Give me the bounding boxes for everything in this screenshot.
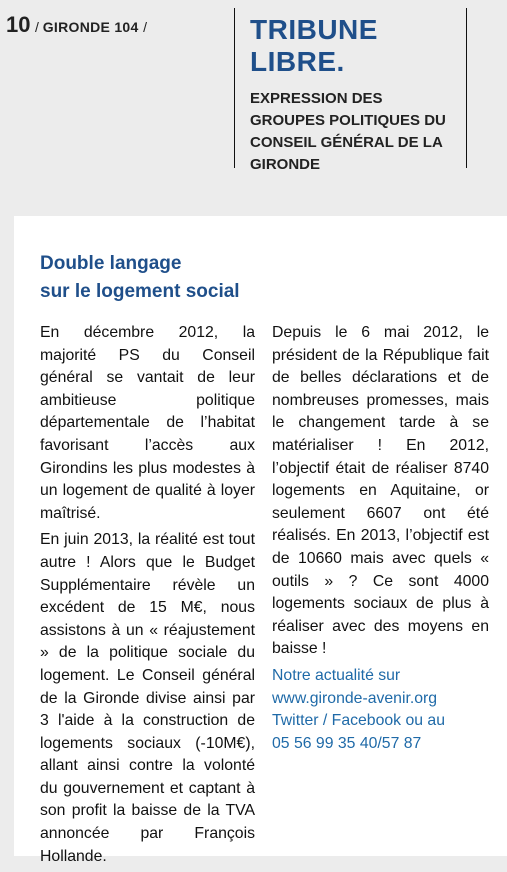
article-column-left: [40, 322, 255, 872]
phone-number: 05 56 99 35 40/57 87: [272, 734, 422, 752]
paragraph: En juin 2013, la réalité est tout autre ! Alors que le Budget Supplémentaire révèle un excédent de 15 M€, nous assistons à un « réajustement » de la politique sociale du logement. Le Conseil général de la Gironde divise ainsi par 3 l'aide à la construction de logements sociaux (-10M€), allant ainsi contre la volonté du gouvernement et captant à son profit la baisse de la TVA annoncée par François Hollande.: [40, 531, 255, 865]
divider-right: [466, 8, 467, 168]
contact-block: [272, 665, 489, 755]
separator: /: [34, 19, 43, 35]
section-title: TRIBUNE LIBRE.: [250, 14, 378, 77]
paragraph: Depuis le 6 mai 2012, le président de la République fait de belles déclarations et de nombreuses promesses, mais le changement tarde à se matérialiser ! En 2012, l’objectif était de réaliser 8740 logements en Aquitaine, or seulement 6607 ont été réalisés. En 2013, l’objectif est de 10660 mais avec quels « outils » ? Ce sont 4000 logements sociaux de plus à réaliser avec des moyens en baisse !: [272, 324, 489, 658]
separator: /: [143, 19, 147, 35]
publication-name: GIRONDE 104: [42, 19, 139, 35]
article-column-right: [272, 322, 489, 755]
article-title: Double langage sur le logement social: [40, 253, 240, 302]
contact-line: Twitter / Facebook ou au: [272, 712, 445, 730]
website-link[interactable]: www.gironde-avenir.org: [272, 689, 438, 707]
section-subtitle: EXPRESSION DES GROUPES POLITIQUES DU CONSEIL GÉNÉRAL DE LA GIRONDE: [250, 90, 446, 173]
paragraph: En décembre 2012, la majorité PS du Conseil général se vantait de leur ambitieuse politique départementale de l’habitat favorisant l’accès aux Girondins les plus modestes à un logement de qualité à loyer maîtrisé.: [40, 324, 255, 522]
contact-line: Notre actualité sur: [272, 666, 401, 684]
page-number: 10: [6, 12, 31, 37]
divider-left: [234, 8, 235, 168]
page-header: [6, 12, 147, 38]
